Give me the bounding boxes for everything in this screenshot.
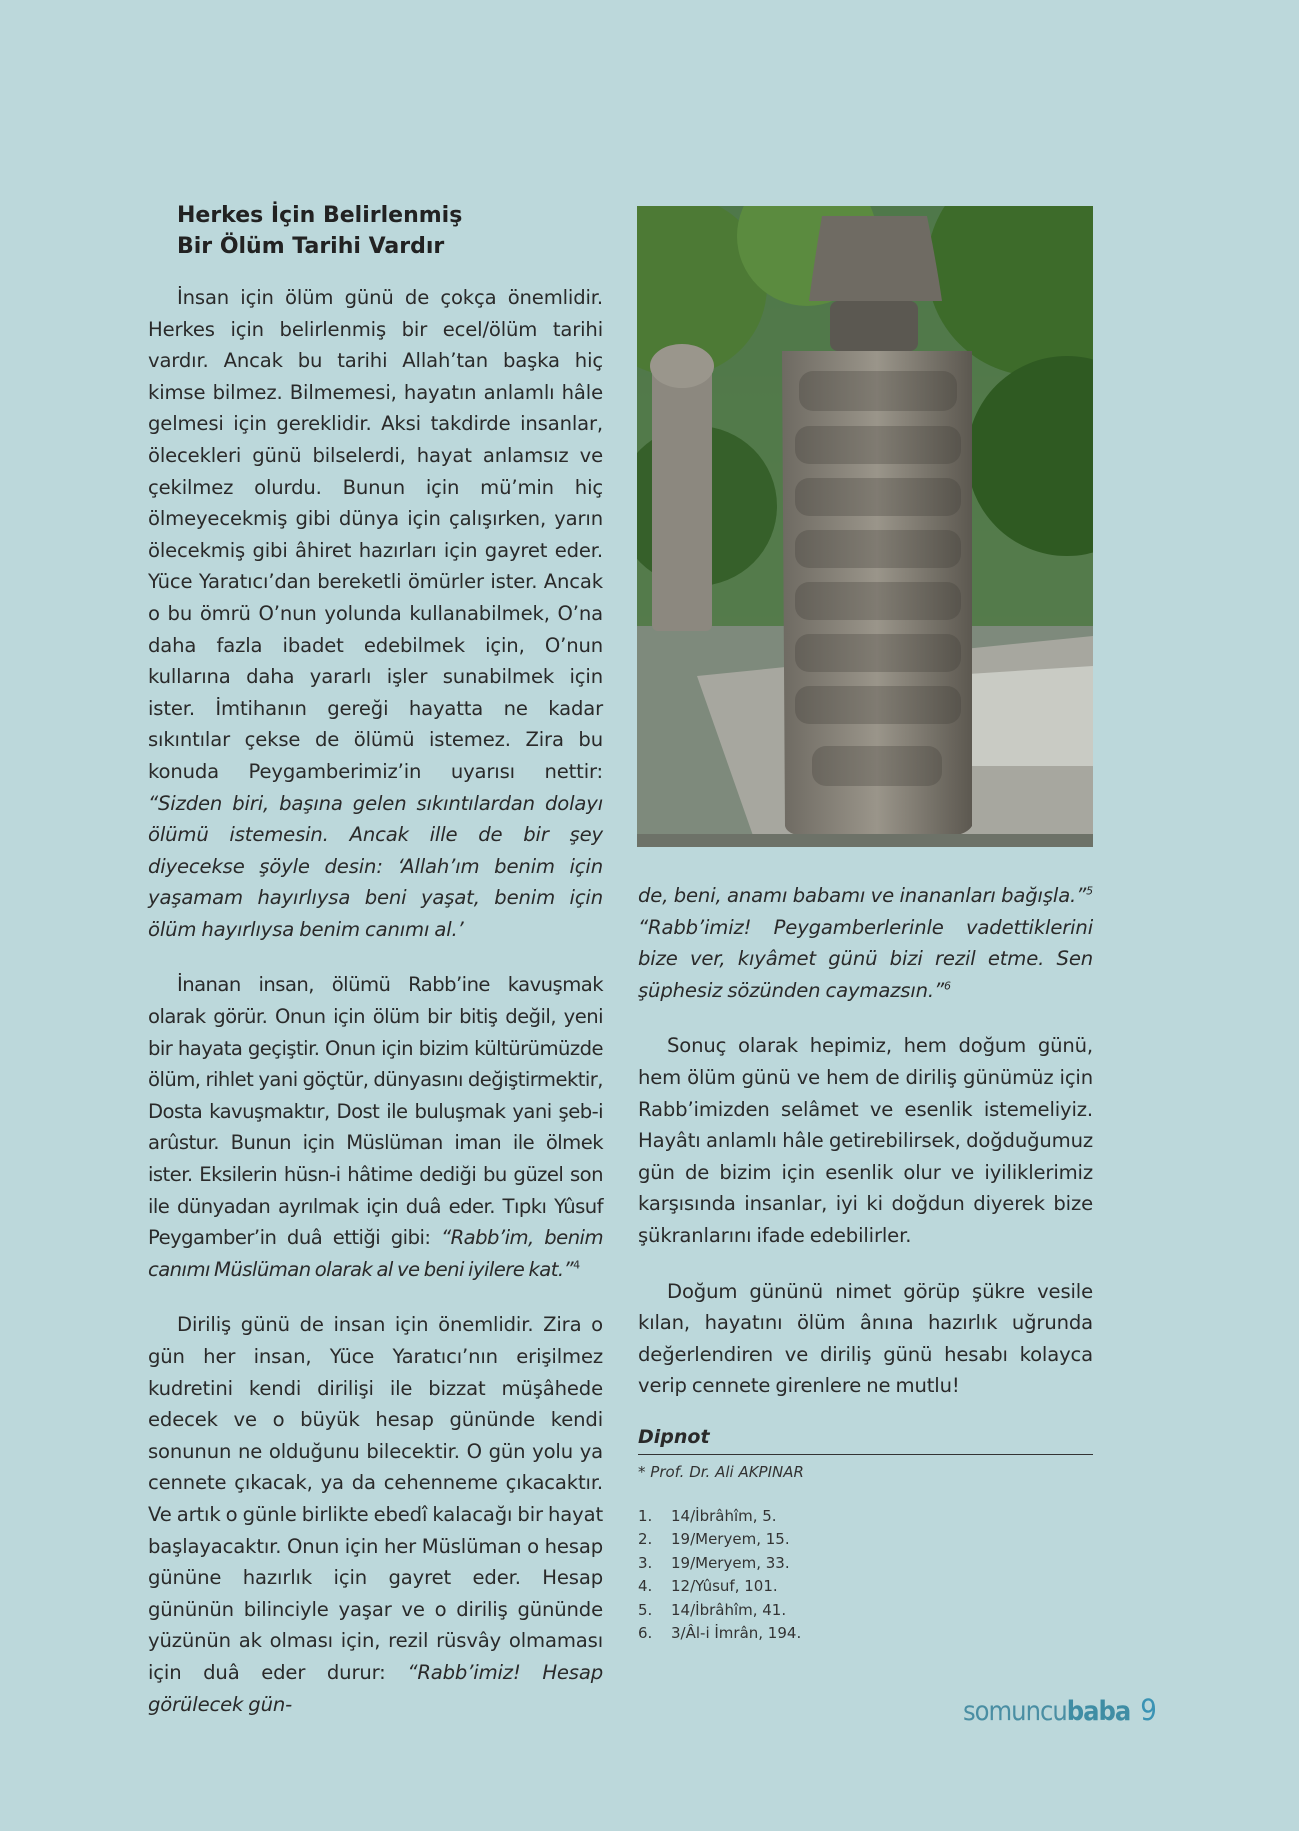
paragraph-2 [148, 969, 603, 1285]
brand-light: somuncu [963, 1696, 1067, 1727]
closing-paragraph: Doğum gününü nimet görüp şükre vesile kılan, hayatını ölüm ânına hazırlık uğrunda değerlendiren ve diriliş günü hesabı kolayca verip cennete girenlere ne mutlu! [638, 1279, 1093, 1398]
paragraph-3 [148, 1309, 603, 1720]
section-heading [148, 200, 603, 262]
footnote-list [638, 1505, 1093, 1645]
footnote-ref: 14/İbrâhîm, 5. [671, 1506, 777, 1525]
footnote-number: 6. [638, 1623, 653, 1642]
footnote-ref: 19/Meryem, 33. [671, 1553, 790, 1572]
footnote-number: 2. [638, 1530, 653, 1549]
footnote-ref-4: 4 [573, 1258, 580, 1272]
footnote-ref: 3/Âl-i İmrân, 194. [671, 1623, 802, 1642]
paragraph-2-text: İnanan insan, ölümü Rabb’ine kavuşmak olarak görür. Onun için ölüm bir bitiş değil, yeni bir hayata geçiştir. Onun için bizim kültürümüzde ölüm, rihlet yani göçtür, dünyasını değiştirmektir, Dosta kavuşmaktır, Dost ile buluşmak yani şeb-i arûstur. Bunun için Müslüman iman ile ölmek ister. Eksilerin hüsn-i hâtime dediği bu güzel son ile dünyadan ayrılmak için duâ eder. Tıpkı Yûsuf Peygamber’in duâ ettiği gibi: [148, 973, 603, 1250]
tombstone-illustration [637, 206, 1093, 847]
right-column [638, 880, 1093, 1645]
footnote-number: 1. [638, 1506, 653, 1525]
paragraph-3-text: Diriliş günü de insan için önemlidir. Zira o gün her insan, Yüce Yaratıcı’nın erişilmez kudretini kendi dirilişi ile bizzat müşâhede edecek ve o büyük hesap gününde kendi sonunun ne olduğunu bilecektir. O gün yolu ya cennete çıkacak, ya da cehenneme çıkacaktır. Ve artık o günle birlikte ebedî kalacağı bir hayat başlayacaktır. Onun için her Müslüman o hesap gününe hazırlık için gayret eder. Hesap gününün bilinciyle yaşar ve o diriliş gününde yüzünün ak olması için, rezil rüsvây olmaması için duâ eder durur: [148, 1313, 603, 1684]
yusuf-prayer-quote: “Rabb’im, benim canımı Müslüman olarak al ve beni iyilere kat.” [148, 1226, 603, 1281]
prayer-quote-continued [638, 880, 1093, 1006]
paragraph-1 [148, 282, 603, 945]
footnote-item [638, 1528, 1093, 1551]
prayer-quote-start: “Rabb’imiz! Hesap görülecek gün- [148, 1660, 604, 1716]
footnote-item [638, 1575, 1093, 1598]
footnote-number: 4. [638, 1577, 653, 1596]
prayer-quote-end: de, beni, anamı babamı ve inananları bağışla.” [638, 884, 1087, 907]
footnote-item [638, 1505, 1093, 1528]
footnotes-title: Dipnot [638, 1426, 1093, 1455]
footnote-number: 5. [638, 1600, 653, 1619]
footnote-ref: 14/İbrâhîm, 41. [671, 1600, 787, 1619]
footnote-ref: 12/Yûsuf, 101. [671, 1577, 778, 1596]
page-number: 9 [1140, 1693, 1156, 1727]
paragraph-1-text: İnsan için ölüm günü de çokça önemlidir. Herkes için belirlenmiş bir ecel/ölüm tarihi vardır. Ancak bu tarihi Allah’tan başka hiç kimse bilmez. Bilmemesi, hayatın anlamlı hâle gelmesi için gereklidir. Aksi takdirde insanlar, ölecekleri günü bilselerdi, hayat anlamsız ve çekilmez olurdu. Bunun için mü’min hiç ölmeyecekmiş gibi dünya için çalışırken, yarın ölecekmiş gibi âhiret hazırları için gayret eder. Yüce Yaratıcı’dan bereketli ömürler ister. Ancak o bu ömrü O’nun yolunda kullanabilmek, O’na daha fazla ibadet edebilmek için, O’nun kullarına daha yararlı işler sunabilmek için ister. İmtihanın gereği hayatta ne kadar sıkıntılar çekse de ölümü istemez. Zira bu konuda Peygamberimiz’in uyarısı nettir: [148, 286, 603, 783]
tombstone-photo [637, 206, 1093, 847]
section-title-line1: Herkes İçin Belirlenmiş [177, 203, 463, 228]
footnote-ref: 19/Meryem, 15. [671, 1530, 790, 1549]
footnote-item [638, 1599, 1093, 1622]
footnote-number: 3. [638, 1553, 653, 1572]
brand-bold: baba [1066, 1696, 1131, 1727]
left-column [148, 200, 603, 1744]
footnotes [638, 1426, 1093, 1645]
footnote-item [638, 1622, 1093, 1645]
hadith-quote: “Sizden biri, başına gelen sıkıntılardan dolayı ölümü istemesin. Ancak ille de bir şey diyecekse şöyle desin: ‘Allah’ım benim için yaşamam hayırlıysa beni yaşat, benim için ölüm hayırlıysa benim canımı al.’ [148, 791, 603, 941]
footnote-item [638, 1552, 1093, 1575]
footnote-ref-6: 6 [944, 979, 951, 993]
section-title-line2: Bir Ölüm Tarihi Vardır [177, 234, 445, 259]
page-footer [963, 1693, 1156, 1733]
author-note: * Prof. Dr. Ali AKPINAR [638, 1462, 804, 1481]
footnote-ref-5: 5 [1086, 884, 1093, 898]
second-prayer-quote: “Rabb’imiz! Peygamberlerinle vadettiklerini bize ver, kıyâmet günü bizi rezil etme. Sen şüphesiz sözünden caymazsın.” [638, 915, 1093, 1002]
conclusion-paragraph: Sonuç olarak hepimiz, hem doğum günü, hem ölüm günü ve hem de diriliş günümüz için Rabb’imizden selâmet ve esenlik istemeliyiz. Hayâtı anlamlı hâle getirebilirsek, doğduğumuz gün de bizim için esenlik olur ve iyiliklerimiz karşısında insanlar, iyi ki doğdun diyerek bize şükranlarını ifade edebilirler. [638, 1034, 1093, 1247]
